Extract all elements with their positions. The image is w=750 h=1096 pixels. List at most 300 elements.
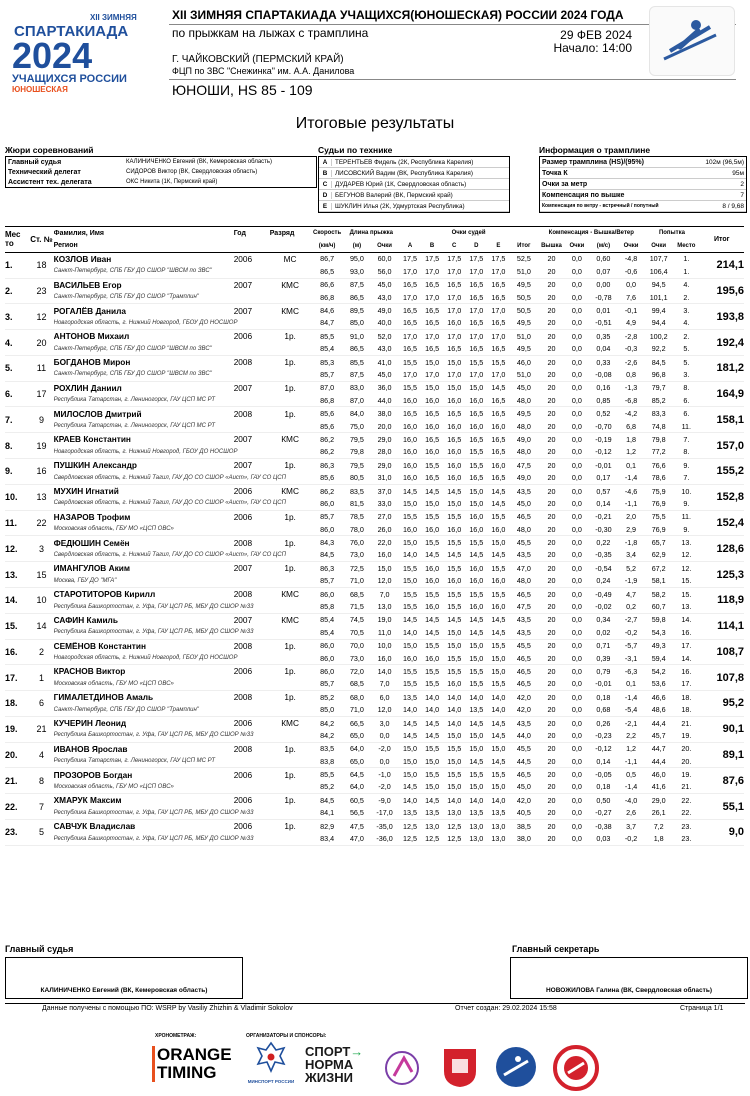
table-row	[5, 304, 744, 317]
jump-value-cell: 20	[547, 576, 556, 586]
jump-value-cell: 29,0	[377, 434, 392, 444]
jump-value-cell: 0,0	[571, 383, 582, 393]
jump-value-cell: 86,0	[320, 524, 335, 534]
jump-value-cell: 16,0	[402, 434, 417, 444]
jump-value-cell: -0,3	[624, 344, 638, 354]
jump-value-cell: 85,4	[320, 627, 335, 637]
jump-value-cell: 0,0	[571, 254, 582, 264]
jump-value-cell: 76,0	[349, 538, 364, 548]
jump-value-cell: 16,0	[447, 318, 462, 328]
jump-value-cell: 16,0	[447, 421, 462, 431]
hill-info-row	[540, 190, 746, 201]
jump-value-cell: 58,1	[651, 576, 666, 586]
region-cell: Москва, ГБУ ДО "МГА"	[53, 577, 117, 584]
jump-value-cell: 85,2	[320, 782, 335, 792]
total-cell: 87,6	[722, 774, 744, 787]
jump-value-cell: 17,0	[402, 369, 417, 379]
jump-value-cell: 14,0	[491, 795, 506, 805]
jump-value-cell: 14,5	[469, 550, 484, 560]
jump-value-cell: 15,0	[469, 498, 484, 508]
jump-value-cell: 86,0	[320, 589, 335, 599]
jump-value-cell: 60,7	[651, 602, 666, 612]
table-row	[5, 407, 744, 420]
year-cell: 2007	[233, 305, 253, 316]
orange-timing-logo: ORANGE TIMING	[152, 1046, 224, 1088]
jump-value-cell: 86,6	[320, 280, 335, 290]
jump-value-cell: 75,5	[651, 512, 666, 522]
jump-value-cell: 15,0	[425, 357, 440, 367]
venue-city: Г. ЧАЙКОВСКИЙ (ПЕРМСКИЙ КРАЙ)	[172, 54, 344, 65]
jump-value-cell: 0,0	[571, 498, 582, 508]
jump-value-cell: 17,0	[425, 331, 440, 341]
rank-cell: 1р.	[284, 795, 296, 806]
jump-value-cell: 15,5	[402, 666, 417, 676]
jump-value-cell: 10.	[681, 486, 692, 496]
jump-value-cell: 14,0	[491, 692, 506, 702]
jump-value-cell: 0,14	[596, 756, 611, 766]
jump-value-cell: 7,6	[626, 292, 637, 302]
jump-value-cell: 64,0	[349, 744, 364, 754]
jump-value-cell: -0,70	[595, 421, 612, 431]
ski-federation-logo	[494, 1045, 538, 1089]
jump-value-cell: 0,39	[596, 653, 611, 663]
jump-value-cell: 86,5	[349, 292, 364, 302]
jump-value-cell: 0,0	[571, 602, 582, 612]
jump-value-cell: 0,0	[571, 692, 582, 702]
jump-value-cell: 79,5	[349, 460, 364, 470]
jump-value-cell: 84,5	[320, 550, 335, 560]
jump-value-cell: 12.	[681, 550, 692, 560]
jump-value-cell: 16,5	[469, 434, 484, 444]
jump-value-cell: 16,0	[469, 421, 484, 431]
judge-name: ДУДАРЕВ Юрий (1К, Свердловская область)	[335, 180, 467, 188]
jump-value-cell: 20	[547, 460, 556, 470]
jump-value-cell: 15,5	[447, 666, 462, 676]
jump-value-cell: 15,0	[491, 666, 506, 676]
rank-cell: КМС	[281, 305, 299, 316]
jump-value-cell: 72,0	[349, 666, 364, 676]
jump-value-cell: 22.	[681, 795, 692, 805]
jump-value-cell: 86,0	[320, 653, 335, 663]
athlete-name: ФЕДЮШИН Семён	[53, 537, 130, 548]
region-cell: Московская область, ГБУ МО «ЦСП ОВС»	[53, 680, 174, 687]
total-cell: 155,2	[716, 465, 744, 478]
jump-value-cell: 15,5	[469, 679, 484, 689]
hill-info-value: 8 / 9,68	[722, 202, 744, 210]
table-row	[5, 523, 744, 536]
table-row	[5, 368, 744, 381]
jump-value-cell: 47,0	[349, 834, 364, 844]
jump-value-cell: 0,0	[571, 331, 582, 341]
place-cell: 16.	[5, 646, 18, 657]
jump-value-cell: 15,0	[469, 744, 484, 754]
jump-value-cell: 15,0	[402, 498, 417, 508]
table-row	[5, 639, 744, 652]
jump-value-cell: 85,7	[320, 512, 335, 522]
year-cell: 2007	[233, 382, 253, 393]
jump-value-cell: 16,5	[425, 409, 440, 419]
total-cell: 214,1	[716, 259, 744, 272]
jury-role: Технический делегат	[8, 168, 81, 176]
jump-value-cell: 81,5	[349, 498, 364, 508]
table-row	[5, 536, 744, 549]
jump-value-cell: 0,50	[596, 795, 611, 805]
jump-value-cell: 6,0	[379, 692, 390, 702]
judge-letter: B	[319, 170, 332, 177]
jump-value-cell: 4.	[683, 318, 690, 328]
jump-value-cell: 49,0	[516, 434, 531, 444]
jump-value-cell: 20.	[681, 756, 692, 766]
table-row	[5, 317, 744, 330]
bib-cell: 19	[36, 440, 47, 451]
jump-value-cell: 20	[547, 770, 556, 780]
jump-value-cell: 15,5	[447, 602, 462, 612]
jump-value-cell: 16,0	[425, 653, 440, 663]
jump-value-cell: 14.	[681, 615, 692, 625]
jump-value-cell: -1,9	[624, 576, 638, 586]
total-cell: 181,2	[716, 362, 744, 375]
jump-value-cell: 14,0	[491, 705, 506, 715]
jump-value-cell: 20	[547, 795, 556, 805]
jump-value-cell: 78,5	[349, 512, 364, 522]
jury-box	[5, 156, 317, 188]
jump-value-cell: 7,2	[653, 821, 664, 831]
jump-value-cell: 20	[547, 756, 556, 766]
region-cell: Санкт-Петербург, СПБ ГБУ ДО СШОР "Трамплин"	[53, 706, 199, 713]
jump-value-cell: 85,4	[320, 615, 335, 625]
jump-value-cell: 1,8	[653, 834, 664, 844]
jump-value-cell: 86,0	[320, 498, 335, 508]
jump-value-cell: 14.	[681, 653, 692, 663]
jump-value-cell: 16,0	[469, 576, 484, 586]
year-cell: 2006	[233, 718, 253, 729]
jump-value-cell: 0,0	[571, 770, 582, 780]
jump-value-cell: -2,0	[378, 782, 391, 792]
jump-value-cell: 0,04	[596, 344, 611, 354]
jump-value-cell: 16,0	[402, 421, 417, 431]
rank-cell: КМС	[281, 486, 299, 496]
jump-value-cell: 0,18	[596, 782, 611, 792]
judges-box	[318, 156, 510, 213]
jump-value-cell: 20	[547, 395, 556, 405]
table-row	[5, 678, 744, 691]
rank-cell: 1р.	[284, 382, 296, 393]
judge-letter: C	[319, 181, 332, 188]
jump-value-cell: -0,30	[595, 524, 612, 534]
jump-value-cell: 76,6	[651, 460, 666, 470]
jump-value-cell: 45,0	[377, 280, 392, 290]
jump-value-cell: 3,0	[379, 718, 390, 728]
jump-value-cell: 17,0	[447, 266, 462, 276]
jump-value-cell: 17.	[681, 641, 692, 651]
jump-value-cell: 16,0	[491, 460, 506, 470]
region-cell: Республика Башкортостан, г. Уфа, ГАУ ЦСП РБ, МБУ ДО СШОР №33	[53, 809, 254, 816]
jump-value-cell: 17,0	[447, 369, 462, 379]
bib-cell: 8	[38, 775, 44, 786]
jump-value-cell: 12,5	[447, 834, 462, 844]
judge-name: ТЕРЕНТЬЕВ Фидель (2К, Республика Карелия)	[335, 158, 474, 166]
jump-value-cell: 64,0	[349, 782, 364, 792]
bib-cell: 4	[38, 750, 44, 761]
jump-value-cell: 15,5	[469, 538, 484, 548]
jump-value-cell: 15,0	[425, 782, 440, 792]
judge-name: ШУКЛИН Илья (2К, Удмуртская Республика)	[335, 202, 465, 210]
jump-value-cell: 20	[547, 306, 556, 316]
svg-text:СПАРТАКИАДА: СПАРТАКИАДА	[14, 23, 129, 40]
jump-value-cell: -0,54	[595, 563, 612, 573]
athlete-name: СЕМЁНОВ Константин	[53, 640, 146, 651]
jump-value-cell: 14,0	[402, 627, 417, 637]
jump-value-cell: 43,5	[516, 627, 531, 637]
jump-value-cell: 38,5	[516, 821, 531, 831]
jump-value-cell: 16,5	[425, 344, 440, 354]
jump-value-cell: 13,0	[491, 821, 506, 831]
jump-value-cell: 15,5	[447, 653, 462, 663]
judge-letter: E	[319, 203, 332, 210]
year-cell: 2008	[233, 692, 253, 703]
jury-row	[6, 177, 316, 187]
jump-value-cell: -1,1	[624, 756, 638, 766]
place-cell: 23.	[5, 827, 18, 838]
table-row	[5, 832, 744, 845]
jump-value-cell: 14,5	[469, 627, 484, 637]
jump-value-cell: 46,0	[516, 357, 531, 367]
jump-value-cell: 15,5	[491, 357, 506, 367]
jump-value-cell: 43,5	[516, 615, 531, 625]
place-cell: 19.	[5, 724, 18, 735]
jump-value-cell: 21.	[681, 718, 692, 728]
col-attempt: Попытка	[658, 230, 685, 237]
jump-value-cell: 0,16	[596, 383, 611, 393]
jump-value-cell: 20	[547, 627, 556, 637]
jump-value-cell: -0,6	[624, 266, 638, 276]
jump-value-cell: 20	[547, 434, 556, 444]
jump-value-cell: 15,0	[425, 383, 440, 393]
jury-name: КАЛИНИЧЕНКО Евгений (ВК, Кемеровская область)	[126, 159, 273, 165]
jump-value-cell: 20	[547, 589, 556, 599]
jump-value-cell: 20	[547, 563, 556, 573]
jump-value-cell: 0,52	[596, 409, 611, 419]
total-cell: 107,8	[716, 671, 744, 684]
judge-letter: D	[319, 192, 332, 199]
jump-value-cell: 44,0	[516, 730, 531, 740]
spartakiada-logo	[6, 6, 158, 94]
jump-value-cell: 0,0	[571, 834, 582, 844]
total-cell: 128,6	[716, 542, 744, 555]
event-start-time: Начало: 14:00	[553, 41, 632, 55]
jury-row	[6, 157, 316, 167]
jump-value-cell: 48,0	[516, 395, 531, 405]
jump-value-cell: 20	[547, 447, 556, 457]
jump-value-cell: 15,5	[469, 357, 484, 367]
jump-value-cell: 0,02	[596, 627, 611, 637]
jump-value-cell: 16,0	[447, 447, 462, 457]
year-cell: 2008	[233, 640, 253, 651]
region-cell: Республика Башкортостан, г. Уфа, ГАУ ЦСП РБ, МБУ ДО СШОР №33	[53, 629, 254, 636]
jump-value-cell: 16,0	[425, 395, 440, 405]
jump-value-cell: 15,5	[425, 460, 440, 470]
jump-value-cell: 0,1	[626, 679, 637, 689]
jump-value-cell: 16,5	[491, 409, 506, 419]
region-cell: Московская область, ГБУ МО «ЦСП ОВС»	[53, 526, 174, 533]
jump-value-cell: 49,0	[516, 473, 531, 483]
year-cell: 2007	[233, 279, 253, 290]
region-cell: Московская область, ГБУ МО «ЦСП ОВС»	[53, 783, 174, 790]
rank-cell: КМС	[281, 718, 299, 729]
col-judge-d: D	[474, 242, 479, 249]
jump-value-cell: 15,0	[491, 653, 506, 663]
jump-value-cell: 16,0	[491, 602, 506, 612]
hill-info-value: 2	[740, 180, 744, 188]
place-cell: 1.	[5, 260, 13, 271]
bib-cell: 21	[36, 724, 47, 735]
rank-cell: 1р.	[284, 511, 296, 522]
jump-value-cell: 74,5	[349, 615, 364, 625]
jump-value-cell: -1,1	[624, 498, 638, 508]
jump-value-cell: 85,8	[320, 602, 335, 612]
jump-value-cell: 15,5	[469, 770, 484, 780]
jump-value-cell: 2.	[683, 292, 690, 302]
star-figure-logo	[382, 1046, 426, 1088]
jump-value-cell: 16,5	[402, 280, 417, 290]
jump-value-cell: 99,4	[651, 306, 666, 316]
jump-value-cell: 42,0	[516, 705, 531, 715]
jump-value-cell: 23.	[681, 834, 692, 844]
jump-value-cell: 58,2	[651, 589, 666, 599]
jump-value-cell: -0,49	[595, 589, 612, 599]
table-row	[5, 394, 744, 407]
bib-cell: 7	[38, 801, 44, 812]
table-row	[5, 433, 744, 446]
jump-value-cell: 38,0	[516, 834, 531, 844]
jump-value-cell: 68,0	[349, 692, 364, 702]
jump-value-cell: 14,5	[491, 550, 506, 560]
jump-value-cell: 0,0	[571, 730, 582, 740]
athlete-name: ГИМАЛЕТДИНОВ Амаль	[53, 692, 154, 703]
jump-value-cell: 9.	[683, 524, 690, 534]
jump-value-cell: 20	[547, 679, 556, 689]
jump-value-cell: 0,0	[379, 756, 390, 766]
jump-value-cell: 16,5	[425, 473, 440, 483]
jump-value-cell: 27,0	[377, 512, 392, 522]
jump-value-cell: 1,2	[626, 447, 637, 457]
jump-value-cell: 72,5	[349, 563, 364, 573]
hill-info-value: 95м	[732, 169, 744, 177]
jump-value-cell: 46,0	[651, 770, 666, 780]
place-cell: 8.	[5, 440, 13, 451]
table-row	[5, 381, 744, 394]
jump-value-cell: 20	[547, 344, 556, 354]
judge-row	[319, 168, 509, 179]
jump-value-cell: 80,5	[349, 473, 364, 483]
table-row	[5, 781, 744, 794]
jump-value-cell: 15,5	[447, 538, 462, 548]
jump-value-cell: 49,0	[377, 306, 392, 316]
jump-value-cell: 13,5	[402, 692, 417, 702]
total-cell: 152,4	[716, 516, 744, 529]
jump-value-cell: 0,18	[596, 692, 611, 702]
jump-value-cell: 0,0	[571, 306, 582, 316]
jump-value-cell: 40,5	[516, 808, 531, 818]
col-judge-a: A	[407, 242, 413, 249]
jump-value-cell: 20	[547, 808, 556, 818]
jump-value-cell: 70,5	[349, 627, 364, 637]
jump-value-cell: -0,2	[624, 834, 638, 844]
jump-value-cell: 0,0	[571, 292, 582, 302]
region-cell: Республика Башкортостан, г. Уфа, ГАУ ЦСП РБ, МБУ ДО СШОР №33	[53, 603, 254, 610]
jump-value-cell: 11.	[681, 512, 692, 522]
jump-value-cell: 20,0	[377, 421, 392, 431]
year-cell: 2007	[233, 460, 253, 471]
jump-value-cell: 94,4	[651, 318, 666, 328]
hill-info-row	[540, 157, 746, 168]
jump-value-cell: 16,5	[491, 473, 506, 483]
jump-value-cell: 0,26	[596, 718, 611, 728]
jump-value-cell: 14,5	[491, 627, 506, 637]
jump-value-cell: 84,2	[320, 730, 335, 740]
year-cell: 2008	[233, 743, 253, 754]
jump-value-cell: 14,0	[447, 718, 462, 728]
jump-value-cell: 20	[547, 641, 556, 651]
region-cell: Республика Башкортостан, г. Уфа, ГАУ ЦСП РБ, МБУ ДО СШОР №33	[53, 835, 254, 842]
jump-value-cell: 16,0	[469, 602, 484, 612]
hill-info-label: Точка К	[542, 169, 568, 177]
athlete-name: КУЧЕРИН Леонид	[53, 718, 127, 729]
table-row	[5, 587, 744, 600]
jump-value-cell: 20	[547, 524, 556, 534]
jump-value-cell: 14,5	[402, 782, 417, 792]
rank-cell: 1р.	[284, 769, 296, 780]
place-cell: 18.	[5, 698, 18, 709]
jump-value-cell: 14,5	[402, 730, 417, 740]
jump-value-cell: 75,0	[349, 421, 364, 431]
table-row	[5, 420, 744, 433]
athlete-name: КРАЕВ Константин	[53, 434, 131, 445]
jump-value-cell: 0,0	[571, 705, 582, 715]
jump-value-cell: 17,0	[469, 331, 484, 341]
year-cell: 2007	[233, 434, 253, 445]
jump-value-cell: 26,0	[377, 524, 392, 534]
year-cell: 2006	[233, 821, 253, 832]
judge-name: ЛИСОВСКИЙ Вадим (ВК, Республика Карелия)	[335, 169, 473, 177]
table-row	[5, 355, 744, 368]
jump-value-cell: 20	[547, 821, 556, 831]
jump-value-cell: 16,5	[425, 280, 440, 290]
jump-value-cell: 0,0	[626, 280, 637, 290]
jump-value-cell: 15,0	[425, 756, 440, 766]
jump-value-cell: 5.	[683, 357, 690, 367]
bib-cell: 12	[36, 311, 47, 322]
jump-value-cell: 16,0	[425, 602, 440, 612]
jump-value-cell: 36,0	[377, 383, 392, 393]
jump-value-cell: 85,6	[320, 421, 335, 431]
jump-value-cell: 15,0	[402, 641, 417, 651]
jump-value-cell: 43,0	[377, 292, 392, 302]
jump-value-cell: 13.	[681, 538, 692, 548]
jump-value-cell: 17,0	[425, 292, 440, 302]
jump-value-cell: 15,5	[491, 563, 506, 573]
jump-value-cell: -0,05	[595, 770, 612, 780]
bib-cell: 1	[38, 672, 44, 683]
jump-value-cell: 23.	[681, 821, 692, 831]
jump-value-cell: 43,5	[516, 550, 531, 560]
jump-value-cell: 12.	[681, 563, 692, 573]
place-cell: 21.	[5, 775, 18, 786]
year-cell: 2007	[233, 614, 253, 625]
rank-cell: КМС	[281, 279, 299, 290]
jump-value-cell: 15,5	[402, 357, 417, 367]
jump-value-cell: 14,5	[491, 486, 506, 496]
